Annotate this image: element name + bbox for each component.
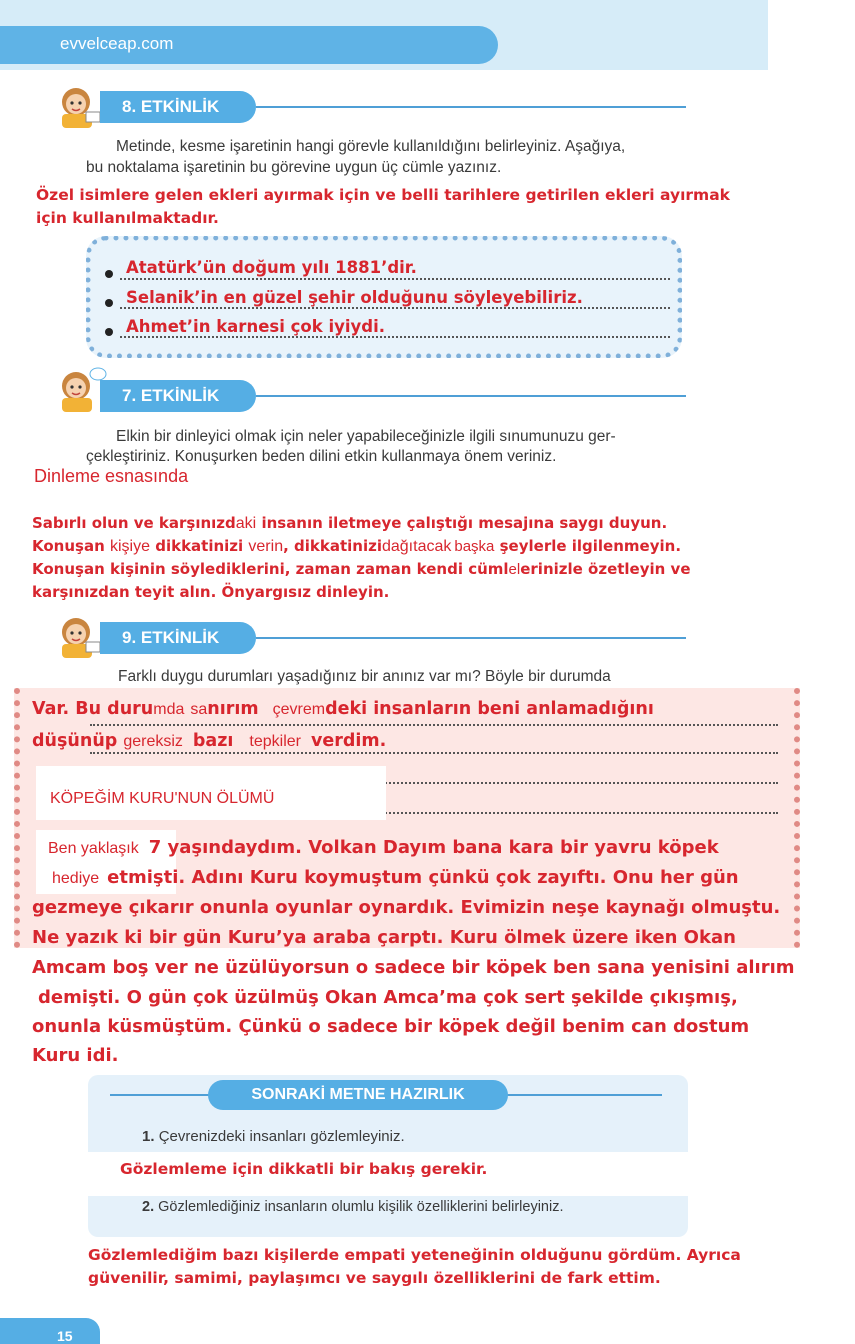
- activity7-instruction-2: çekleştiriniz. Konuşurken beden dilini etkin kullanmaya önem veriniz.: [86, 448, 557, 465]
- activity9-answer-line-1: Var. Bu durumda sanırım çevremdeki insanların beni anlamadığını: [32, 699, 654, 719]
- bullet-icon: [105, 328, 113, 336]
- page-number-tab: [0, 1318, 100, 1344]
- mascot-girl-icon: [48, 612, 108, 660]
- activity7-answer-line-3: Konuşan kişinin söylediklerini, zaman zaman kendi cümlelerinizle özetleyin ve: [32, 560, 691, 578]
- bullet-icon: [105, 299, 113, 307]
- write-line: [120, 278, 670, 280]
- mascot-girl-icon: [48, 82, 108, 130]
- page-number: 15: [57, 1328, 73, 1344]
- activity7-answer-line-1: Sabırlı olun ve karşınızdaki insanın iletmeye çalıştığı mesajına saygı duyun.: [32, 514, 668, 532]
- activity8-instruction-2: bu noktalama işaretinin bu görevine uygun üç cümle yazınız.: [86, 159, 502, 176]
- activity9-title: 9. ETKİNLİK: [100, 622, 256, 654]
- activity8-answer-2: için kullanılmaktadır.: [36, 209, 219, 227]
- write-line: [90, 724, 778, 726]
- story-line-6: demişti. O gün çok üzülmüş Okan Amca’ma çok sert şekilde çıkışmış,: [38, 987, 738, 1008]
- next-answer-2-line-1: Gözlemlediğim bazı kişilerde empati yeteneğinin olduğunu gördüm. Ayrıca: [88, 1246, 741, 1264]
- mascot-girl-icon: [48, 366, 108, 414]
- story-title: KÖPEĞİM KURU'NUN ÖLÜMÜ: [50, 790, 275, 807]
- next-question-2: 2. Gözlemlediğiniz insanların olumlu kişilik özelliklerini belirleyiniz.: [142, 1199, 564, 1215]
- activity8-instruction-1: Metinde, kesme işaretinin hangi görevle kullanıldığını belirleyiniz. Aşağıya,: [116, 138, 626, 155]
- sentence-1: Atatürk’ün doğum yılı 1881’dir.: [126, 258, 417, 277]
- activity8-answer-1: Özel isimlere gelen ekleri ayırmak için ve belli tarihlere getirilen ekleri ayırmak: [36, 186, 730, 204]
- story-line-3: gezmeye çıkarır onunla oyunlar oynardık. Evimizin neşe kaynağı olmuştu.: [32, 897, 781, 918]
- site-url[interactable]: evvelceap.com: [60, 34, 174, 53]
- activity7-title: 7. ETKİNLİK: [100, 380, 256, 412]
- activity8-title: 8. ETKİNLİK: [100, 91, 256, 123]
- write-line: [120, 307, 670, 309]
- activity9-divider: [256, 637, 686, 639]
- activity7-answer-line-4: karşınızdan teyit alın. Önyargısız dinleyin.: [32, 583, 390, 601]
- write-line: [120, 336, 670, 338]
- activity8-divider: [256, 106, 686, 108]
- story-line-7: onunla küsmüştüm. Çünkü o sadece bir köpek değil benim can dostum: [32, 1016, 750, 1037]
- next-answer-1: Gözlemleme için dikkatli bir bakış gerekir.: [120, 1160, 488, 1178]
- sentence-3: Ahmet’in karnesi çok iyiydi.: [126, 317, 385, 336]
- sentence-2: Selanik’in en güzel şehir olduğunu söyleyebiliriz.: [126, 288, 583, 307]
- next-title: SONRAKİ METNE HAZIRLIK: [208, 1080, 508, 1110]
- activity7-handwritten: Dinleme esnasında: [34, 466, 189, 486]
- bullet-icon: [105, 270, 113, 278]
- activity7-divider: [256, 395, 686, 397]
- story-line-5: Amcam boş ver ne üzülüyorsun o sadece bir köpek ben sana yenisini alırım: [32, 957, 795, 978]
- story-line-4: Ne yazık ki bir gün Kuru’ya araba çarptı. Kuru ölmek üzere iken Okan: [32, 927, 736, 948]
- story-line-2: hediye etmişti. Adını Kuru koymuştum çünkü çok zayıftı. Onu her gün: [52, 867, 739, 888]
- activity9-answer-line-2: düşünüp gereksiz bazı tepkiler verdim.: [32, 731, 387, 751]
- activity7-answer-line-2: Konuşan kişiye dikkatinizi verin, dikkatinizidağıtacak başka şeylerle ilgilenmeyin.: [32, 537, 682, 555]
- next-answer-2-line-2: güvenilir, samimi, paylaşımcı ve saygılı özelliklerini de fark ettim.: [88, 1269, 661, 1287]
- story-line-1: Ben yaklaşık 7 yaşındaydım. Volkan Dayım bana kara bir yavru köpek: [48, 837, 719, 858]
- next-question-1: 1. Çevrenizdeki insanları gözlemleyiniz.: [142, 1128, 405, 1145]
- story-line-8: Kuru idi.: [32, 1045, 119, 1066]
- activity7-instruction-1: Elkin bir dinleyici olmak için neler yapabileceğinizle ilgili sınumunuzu ger-: [116, 428, 616, 445]
- activity9-instruction-1: Farklı duygu durumları yaşadığınız bir anınız var mı? Böyle bir durumda: [118, 668, 611, 685]
